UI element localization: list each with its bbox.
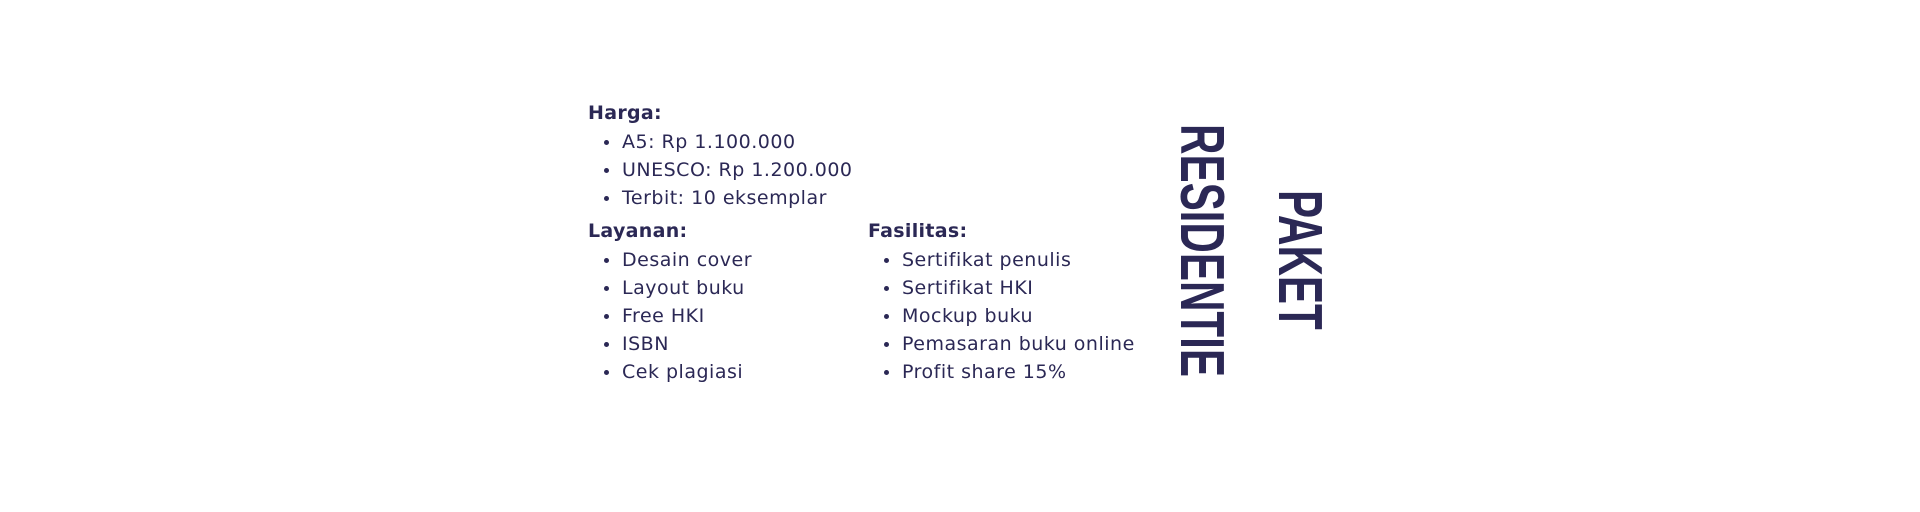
- list-item: Terbit: 10 eksemplar: [588, 184, 853, 212]
- list-item: Pemasaran buku online: [868, 330, 1135, 358]
- title-line-1: PAKET: [1265, 190, 1334, 330]
- list-item: Cek plagiasi: [588, 358, 752, 386]
- list-item: Layout buku: [588, 274, 752, 302]
- list-item: UNESCO: Rp 1.200.000: [588, 156, 853, 184]
- harga-heading: Harga:: [588, 102, 662, 124]
- list-item: Free HKI: [588, 302, 752, 330]
- list-item: Profit share 15%: [868, 358, 1135, 386]
- list-item: Sertifikat penulis: [868, 246, 1135, 274]
- list-item: ISBN: [588, 330, 752, 358]
- list-item: Mockup buku: [868, 302, 1135, 330]
- title-residentie: [1167, 124, 1236, 496]
- title-line-2: RESIDENTIE: [1167, 124, 1236, 378]
- harga-list: [588, 128, 853, 212]
- list-item: A5: Rp 1.100.000: [588, 128, 853, 156]
- fasilitas-list: [868, 246, 1135, 386]
- list-item: Sertifikat HKI: [868, 274, 1135, 302]
- layanan-heading: Layanan:: [588, 220, 688, 242]
- title-paket: [1265, 190, 1334, 396]
- list-item: Desain cover: [588, 246, 752, 274]
- package-details: [588, 100, 1148, 400]
- layanan-list: [588, 246, 752, 386]
- fasilitas-heading: Fasilitas:: [868, 220, 968, 242]
